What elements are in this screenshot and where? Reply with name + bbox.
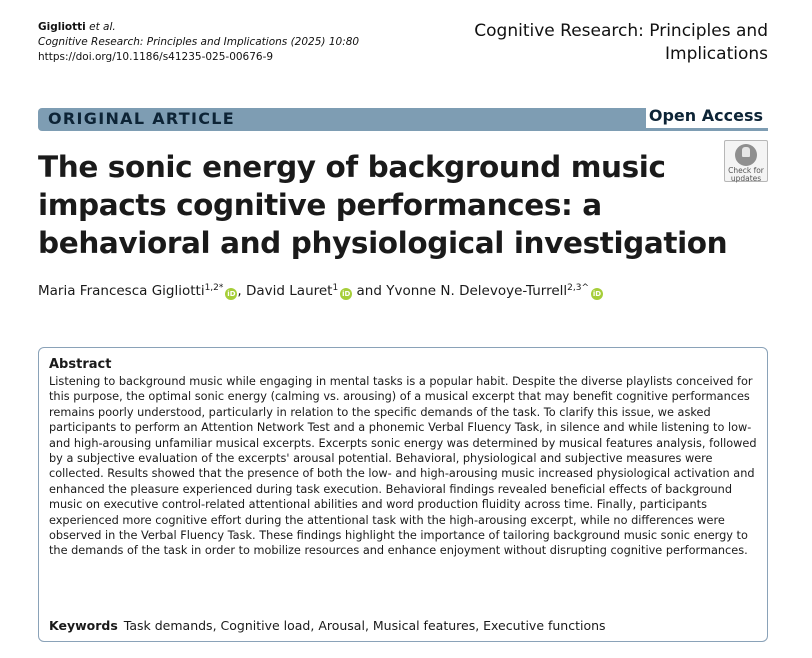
- article-banner: [38, 108, 768, 131]
- open-access-tab: [646, 106, 768, 131]
- check-for-updates-label: Check for updates: [728, 166, 764, 183]
- keywords-label: Keywords: [49, 618, 118, 633]
- author-name[interactable]: Maria Francesca Gigliotti: [38, 283, 205, 299]
- author-separator: ,: [237, 283, 246, 299]
- abstract-text: Listening to background music while engaging in mental tasks is a popular habit. Despite the diverse playlists conceived for this purpose, the optimal sonic energy (calming vs. arousing) of a musical excerpt that may benefit cognitive performances remains poorly understood, particularly in relation to the specific demands of the task. To clarify this issue, we asked participants to perform an Attention Network Test and a phonemic Verbal Fluency Task, in silence and while listening to low- and high-arousing unfamiliar musical excerpts. Excerpts sonic energy was determined by musical features analysis, followed by a subjective evaluation of the excerpts' arousal potential. Behavioral, physiological and subjective measures were collected. Results showed that the presence of both the low- and high-arousing music increased physiological activation and enhanced the pleasure experienced during task execution. Behavioral findings revealed beneficial effects of background music on executive control-related attentional abilities and word production fluidity across time. Finally, participants experienced more cognitive effort during the attentional task with the high-arousing excerpt, while no differences were observed in the Verbal Fluency Task. These findings highlight the importance of tailoring background music sonic energy to the demands of the task in order to mobilize resources and enhance enjoyment without disrupting cognitive performances.: [49, 375, 757, 558]
- keywords-line: [49, 618, 606, 633]
- citation-block: [38, 20, 359, 65]
- citation-authors: Gigliotti: [38, 21, 86, 33]
- author-name[interactable]: Yvonne N. Delevoye-Turrell: [386, 283, 568, 299]
- citation-doi[interactable]: https://doi.org/10.1186/s41235-025-00676-9: [38, 51, 274, 63]
- author-affiliation: 1: [332, 283, 339, 293]
- orcid-icon[interactable]: iD: [342, 290, 351, 298]
- citation-journal-issue: Cognitive Research: Principles and Implications (2025) 10:80: [38, 36, 360, 48]
- article-title: The sonic energy of background music impacts cognitive performances: a behavioral and physiological investigation: [38, 150, 728, 260]
- article-type: ORIGINAL ARTICLE: [48, 109, 236, 128]
- author-affiliation: 2,3^: [567, 283, 590, 293]
- orcid-icon[interactable]: iD: [592, 290, 602, 298]
- abstract-heading: Abstract: [49, 357, 112, 372]
- abstract-box: [38, 347, 768, 642]
- author-name[interactable]: David Lauret: [246, 283, 333, 299]
- author-list: [38, 283, 603, 300]
- open-access-label: Open Access: [648, 106, 763, 125]
- journal-name: Cognitive Research: Principles and Implications: [474, 21, 768, 64]
- bookmark-icon: [735, 144, 757, 166]
- author-affiliation: 1,2*: [204, 283, 224, 293]
- author-separator: and: [352, 283, 387, 299]
- orcid-icon[interactable]: iD: [227, 290, 236, 298]
- citation-etal: et al.: [85, 21, 116, 33]
- keywords-text: Task demands, Cognitive load, Arousal, Musical features, Executive functions: [123, 618, 606, 633]
